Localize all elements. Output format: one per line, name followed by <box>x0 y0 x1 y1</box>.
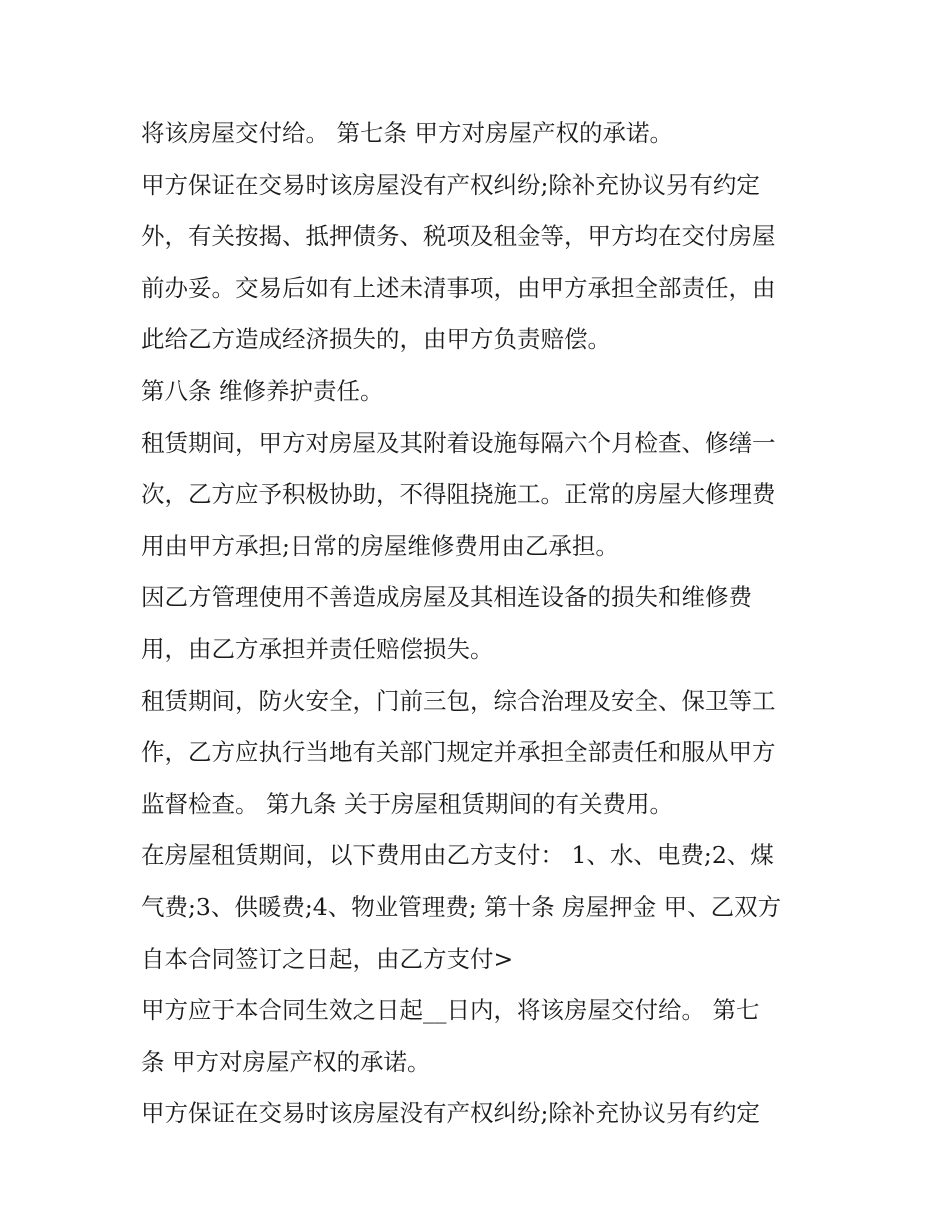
text-line: 因乙方管理使用不善造成房屋及其相连设备的损失和维修费 <box>141 583 752 612</box>
text-line: 第八条 维修养护责任。 <box>141 376 384 405</box>
text-line: 自本合同签订之日起，由乙方支付> <box>141 944 514 973</box>
text-line: 此给乙方造成经济损失的，由甲方负责赔偿。 <box>141 325 611 354</box>
text-line: 甲方应于本合同生效之日起__日内，将该房屋交付给。 第七 <box>141 996 760 1025</box>
text-line: 租赁期间，防火安全，门前三包，综合治理及安全、保卫等工 <box>141 686 776 715</box>
text-line: 作，乙方应执行当地有关部门规定并承担全部责任和服从甲方 <box>141 738 776 767</box>
text-line: 租赁期间，甲方对房屋及其附着设施每隔六个月检查、修缮一 <box>141 428 776 457</box>
text-line: 监督检查。 第九条 关于房屋租赁期间的有关费用。 <box>141 789 673 818</box>
text-line: 条 甲方对房屋产权的承诺。 <box>141 1047 431 1076</box>
text-line: 将该房屋交付给。 第七条 甲方对房屋产权的承诺。 <box>141 119 673 147</box>
text-line: 在房屋租赁期间，以下费用由乙方支付： 1、水、电费;2、煤 <box>141 841 774 870</box>
text-line: 前办妥。交易后如有上述未清事项，由甲方承担全部责任，由 <box>141 273 776 302</box>
text-line: 用由甲方承担;日常的房屋维修费用由乙承担。 <box>141 531 619 560</box>
text-line: 外，有关按揭、抵押债务、税项及租金等，甲方均在交付房屋 <box>141 222 776 251</box>
text-line: 用，由乙方承担并责任赔偿损失。 <box>141 634 494 663</box>
text-line: 甲方保证在交易时该房屋没有产权纠纷;除补充协议另有约定 <box>141 170 760 199</box>
text-line: 甲方保证在交易时该房屋没有产权纠纷;除补充协议另有约定 <box>141 1099 760 1128</box>
document-body <box>141 108 821 1140</box>
text-line: 次，乙方应予积极协助，不得阻挠施工。正常的房屋大修理费 <box>141 480 776 509</box>
text-line: 气费;3、供暖费;4、物业管理费; 第十条 房屋押金 甲、乙双方 <box>141 892 782 921</box>
